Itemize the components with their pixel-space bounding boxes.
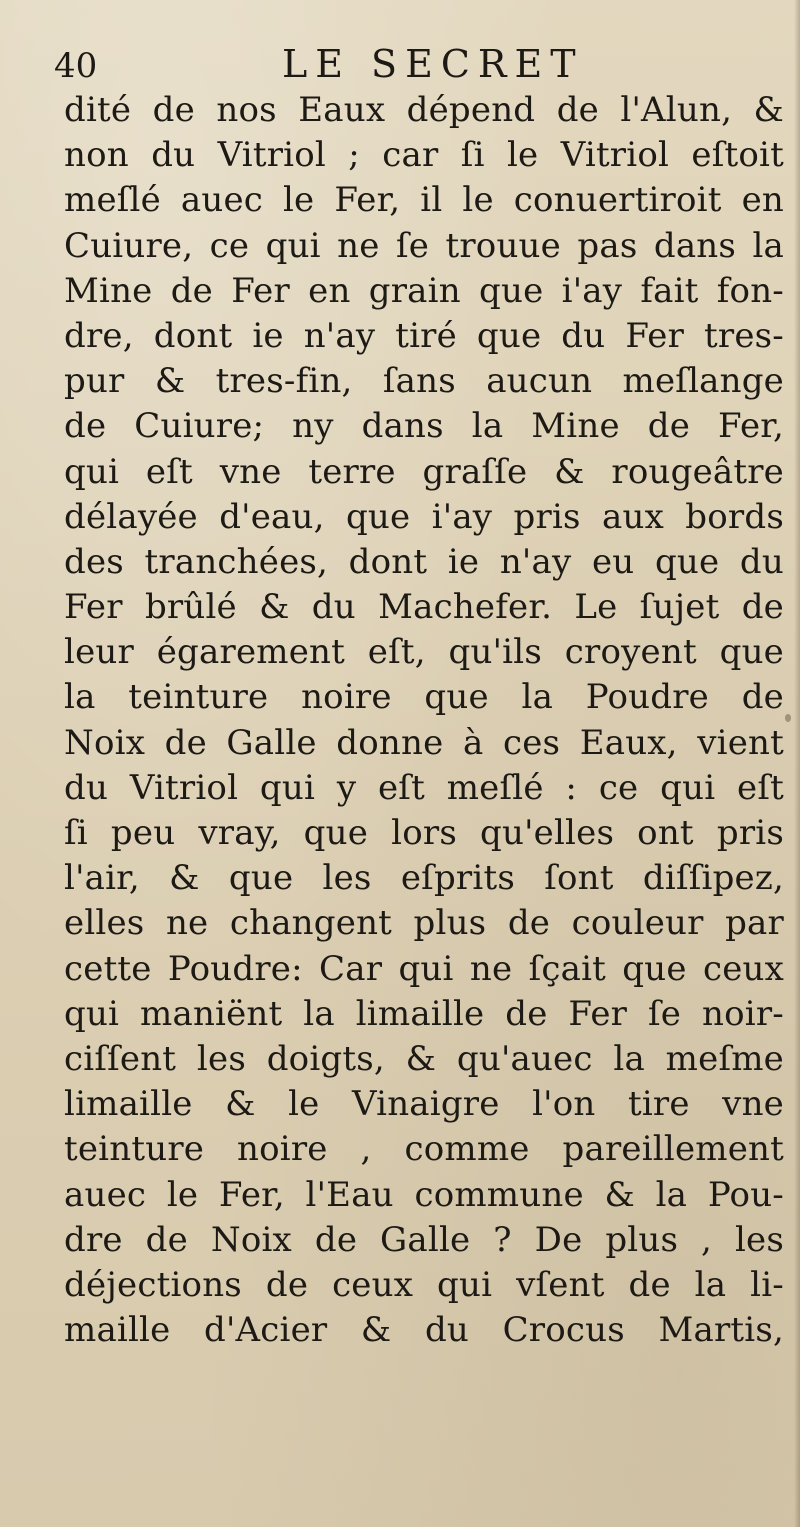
text-line: l'air, & que les eſprits ſont diſſipez, xyxy=(64,858,784,899)
text-line: cette Poudre: Car qui ne ſçait que ceux xyxy=(64,948,784,989)
text-line: Mine de Fer en grain que i'ay fait fon- xyxy=(64,270,784,311)
text-line: de Cuiure; ny dans la Mine de Fer, xyxy=(64,406,784,447)
text-line: auec le Fer, l'Eau commune & la Pou- xyxy=(64,1174,784,1215)
text-line: Noix de Galle donne à ces Eaux, vient xyxy=(64,722,784,763)
text-line: du Vitriol qui y eſt meſlé : ce qui eſt xyxy=(64,767,784,808)
text-line: Cuiure, ce qui ne ſe trouue pas dans la xyxy=(64,225,784,266)
text-line: leur égarement eſt, qu'ils croyent que xyxy=(64,632,784,673)
running-head xyxy=(54,42,674,92)
text-line: qui eſt vne terre graſſe & rougeâtre xyxy=(64,451,784,492)
text-line: dre, dont ie n'ay tiré que du Fer tres- xyxy=(64,315,784,356)
body-text xyxy=(64,88,784,1353)
running-title: LE SECRET xyxy=(282,42,584,86)
text-line: qui maniënt la limaille de Fer ſe noir- xyxy=(64,993,784,1034)
text-line: Fer brûlé & du Machefer. Le ſujet de xyxy=(64,587,784,628)
text-line: non du Vitriol ; car ſi le Vitriol eſtoit xyxy=(64,135,784,176)
text-line: ciſſent les doigts, & qu'auec la meſme xyxy=(64,1038,784,1079)
text-line: teinture noire , comme pareillement xyxy=(64,1129,784,1170)
text-line: pur & tres-fin, ſans aucun meſlange xyxy=(64,361,784,402)
text-line: meſlé auec le Fer, il le conuertiroit en xyxy=(64,180,784,221)
text-line: la teinture noire que la Poudre de xyxy=(64,677,784,718)
text-line: elles ne changent plus de couleur par xyxy=(64,903,784,944)
text-line: délayée d'eau, que i'ay pris aux bords xyxy=(64,496,784,537)
page-edge-shadow xyxy=(794,0,800,1527)
text-line: dité de nos Eaux dépend de l'Alun, & xyxy=(64,90,784,130)
text-line: dre de Noix de Galle ? De plus , les xyxy=(64,1219,784,1260)
text-line: limaille & le Vinaigre l'on tire vne xyxy=(64,1084,784,1125)
text-line: maille d'Acier & du Crocus Martis, xyxy=(64,1310,784,1351)
ink-spot xyxy=(785,714,791,722)
text-line: déjections de ceux qui vſent de la li- xyxy=(64,1264,784,1305)
text-line: des tranchées, dont ie n'ay eu que du xyxy=(64,541,784,582)
text-line: ſi peu vray, que lors qu'elles ont pris xyxy=(64,813,784,853)
page-number: 40 xyxy=(54,46,98,86)
